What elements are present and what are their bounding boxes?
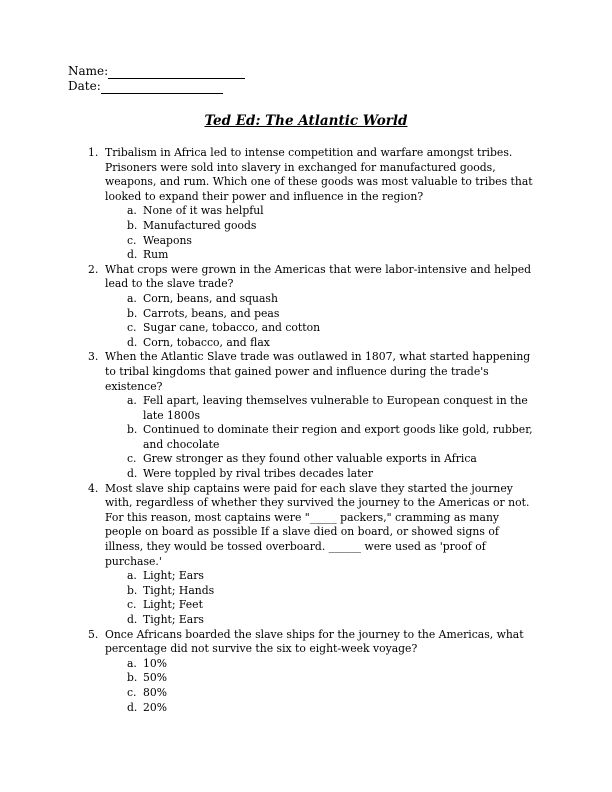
option-text: Fell apart, leaving themselves vulnerable to European conquest in the late 1800s xyxy=(143,394,528,422)
header-fields xyxy=(68,64,245,94)
date-blank-line xyxy=(101,81,223,94)
question-text: Once Africans boarded the slave ships for the journey to the Americas, what percentage did not survive the six to eight-week voyage? xyxy=(105,627,524,656)
option-text: 50% xyxy=(143,671,167,685)
option-item xyxy=(127,423,535,452)
question-body xyxy=(105,263,535,351)
question-body xyxy=(105,146,535,263)
option-text: Tight; Ears xyxy=(143,613,204,626)
option-item xyxy=(127,584,535,599)
option-letter: d. xyxy=(127,248,138,262)
option-text: Carrots, beans, and peas xyxy=(143,306,280,320)
option-letter: b. xyxy=(127,671,138,685)
option-letter: b. xyxy=(127,306,138,320)
option-text: Rum xyxy=(143,248,169,262)
question-list xyxy=(88,146,535,715)
option-letter: c. xyxy=(127,685,137,699)
option-letter: a. xyxy=(127,656,137,670)
option-item xyxy=(127,336,535,351)
option-letter: c. xyxy=(127,321,137,335)
option-text: Were toppled by rival tribes decades later xyxy=(143,467,373,481)
name-blank-line xyxy=(108,66,245,79)
date-field-row xyxy=(68,79,245,94)
option-text: 20% xyxy=(143,700,167,714)
option-text: 80% xyxy=(143,685,167,699)
option-text: Grew stronger as they found other valuable exports in Africa xyxy=(143,452,477,466)
option-letter: d. xyxy=(127,613,138,626)
option-item xyxy=(127,234,535,249)
option-text: Light; Ears xyxy=(143,569,204,583)
option-item xyxy=(127,219,535,234)
option-item xyxy=(127,613,535,628)
option-item xyxy=(127,598,535,613)
question-number: 5. xyxy=(88,627,99,641)
question-body xyxy=(105,628,535,716)
option-letter: b. xyxy=(127,583,138,597)
option-item xyxy=(127,292,535,307)
option-list xyxy=(127,394,535,482)
question-text: What crops were grown in the Americas that were labor-intensive and helped lead to the slave trade? xyxy=(105,262,532,291)
option-letter: c. xyxy=(127,452,137,466)
question-item-5 xyxy=(88,628,535,716)
name-label: Name: xyxy=(68,64,109,78)
question-item-4 xyxy=(88,482,535,628)
question-item-3 xyxy=(88,350,535,481)
question-number: 3. xyxy=(88,350,99,364)
option-item xyxy=(127,452,535,467)
option-letter: d. xyxy=(127,700,138,714)
option-item xyxy=(127,671,535,686)
option-text: Corn, tobacco, and flax xyxy=(143,335,270,349)
question-number: 2. xyxy=(88,262,99,276)
option-letter: c. xyxy=(127,233,137,247)
option-item xyxy=(127,467,535,482)
option-list xyxy=(127,204,535,262)
option-text: Sugar cane, tobacco, and cotton xyxy=(143,321,321,335)
option-letter: a. xyxy=(127,204,137,218)
option-letter: d. xyxy=(127,335,138,349)
option-item xyxy=(127,307,535,322)
option-letter: b. xyxy=(127,423,138,437)
question-number: 1. xyxy=(88,146,99,159)
question-body xyxy=(105,350,535,481)
option-text: Light; Feet xyxy=(143,598,203,612)
option-item xyxy=(127,701,535,716)
option-text: Tight; Hands xyxy=(143,583,215,597)
option-letter: a. xyxy=(127,291,137,305)
question-number: 4. xyxy=(88,481,99,495)
date-label: Date: xyxy=(68,79,101,93)
question-text: Most slave ship captains were paid for each slave they started the journey with, regardless of whether they survived the journey to the Americas or not. For this reason, most captains were "_____ packers," cramming as many people on board as possible If a slave died on board, or showed signs of illness, they would be tossed overboard. ______ were used as 'proof of purchase.' xyxy=(105,481,530,568)
option-letter: c. xyxy=(127,598,137,612)
option-list xyxy=(127,569,535,627)
option-list xyxy=(127,657,535,715)
question-body xyxy=(105,482,535,628)
option-item xyxy=(127,657,535,672)
option-letter: d. xyxy=(127,467,138,481)
worksheet-title: Ted Ed: The Atlantic World xyxy=(204,113,408,129)
option-letter: a. xyxy=(127,394,137,408)
question-text: When the Atlantic Slave trade was outlawed in 1807, what started happening to tribal kingdoms that gained power and influence during the trade's existence? xyxy=(105,350,531,393)
option-item xyxy=(127,248,535,263)
option-item xyxy=(127,394,535,423)
question-item-1 xyxy=(88,146,535,263)
option-text: None of it was helpful xyxy=(143,204,264,218)
option-list xyxy=(127,292,535,350)
option-text: Manufactured goods xyxy=(143,218,257,232)
question-item-2 xyxy=(88,263,535,351)
option-text: Corn, beans, and squash xyxy=(143,291,278,305)
question-text: Tribalism in Africa led to intense competition and warfare amongst tribes. Prisoners were sold into slavery in exchanged for manufactured goods, weapons, and rum. Which one of these goods was most valuable to tribes that looked to expand their power and influence in the region? xyxy=(105,146,533,203)
option-item xyxy=(127,686,535,701)
option-letter: a. xyxy=(127,569,137,583)
option-text: Continued to dominate their region and export goods like gold, rubber, and chocolate xyxy=(143,423,533,451)
option-item xyxy=(127,204,535,219)
option-letter: b. xyxy=(127,218,138,232)
option-item xyxy=(127,569,535,584)
name-field-row xyxy=(68,64,245,79)
option-text: Weapons xyxy=(143,233,192,247)
option-text: 10% xyxy=(143,656,167,670)
option-item xyxy=(127,321,535,336)
